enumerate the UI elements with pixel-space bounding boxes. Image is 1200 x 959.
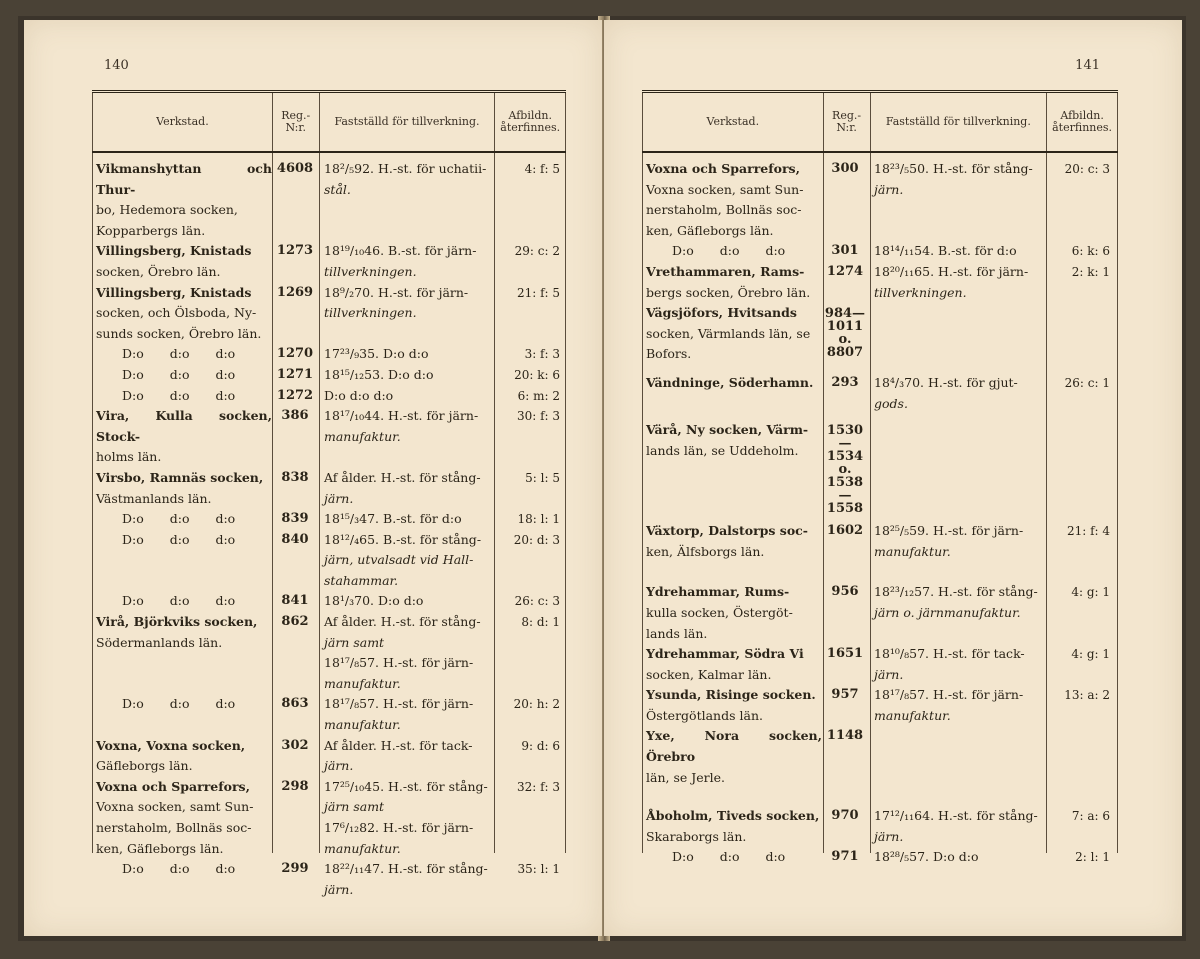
table-row bbox=[642, 262, 1118, 303]
faststalld-cell bbox=[868, 806, 1044, 847]
reg-number: 1274 bbox=[826, 263, 864, 279]
verkstad-cell bbox=[92, 386, 272, 407]
table-row bbox=[642, 159, 1118, 241]
left-page bbox=[24, 20, 602, 936]
verkstad-line: D:o d:o d:o bbox=[122, 531, 236, 547]
faststalld-line: Af ålder. H.-st. för stång- bbox=[324, 469, 481, 485]
verkstad-cell bbox=[92, 694, 272, 735]
faststalld-cell bbox=[318, 694, 494, 735]
header-faststalld: Fastställd för tillverkning. bbox=[870, 93, 1047, 151]
afbildn-ref: 2: l: 1 bbox=[1075, 850, 1110, 865]
reg-number: 862 bbox=[281, 614, 309, 630]
verkstad-cell bbox=[642, 726, 822, 788]
faststalld-cell bbox=[868, 726, 1044, 788]
reg-number: 971 bbox=[831, 849, 859, 865]
faststalld-line: manufaktur. bbox=[324, 840, 401, 856]
header-afbildn: Afbildn. återfinnes. bbox=[1046, 93, 1118, 151]
verkstad-line: lands län, se Uddeholm. bbox=[646, 442, 799, 458]
afbildn-ref: 9: d: 6 bbox=[521, 738, 560, 753]
verkstad-cell bbox=[642, 420, 822, 515]
verkstad-cell bbox=[642, 521, 822, 562]
reg-number: 863 bbox=[281, 696, 309, 712]
faststalld-line: 18⁴/₃70. H.-st. för gjut- bbox=[874, 374, 1018, 390]
table-row bbox=[92, 736, 566, 777]
reg-number: 984— 1011 o. 8807 bbox=[824, 306, 866, 361]
faststalld-line: 17⁶/₁₂82. H.-st. för järn- bbox=[324, 820, 474, 835]
table-header bbox=[642, 93, 1118, 153]
afbildn-ref: 32: f: 3 bbox=[516, 779, 560, 794]
table-body bbox=[92, 153, 566, 897]
verkstad-line: D:o d:o d:o bbox=[122, 366, 236, 382]
header-faststalld: Fastställd för tillverkning. bbox=[319, 93, 495, 151]
faststalld-line: 18²³/₁₂57. H.-st. för stång- bbox=[874, 584, 1038, 600]
faststalld-line: 17²³/₉35. D:o d:o bbox=[324, 346, 429, 362]
verkstad-cell bbox=[642, 847, 822, 868]
verkstad-line: län, se Jerle. bbox=[646, 769, 725, 785]
verkstad-line: bergs socken, Örebro län. bbox=[646, 284, 811, 300]
faststalld-line: manufaktur. bbox=[324, 675, 401, 691]
reg-number: 386 bbox=[281, 408, 309, 424]
faststalld-line: järn, utvalsadt vid Hall- bbox=[324, 552, 474, 568]
verkstad-line: ken, Älfsborgs län. bbox=[646, 543, 765, 559]
verkstad-line: Voxna socken, samt Sun- bbox=[646, 181, 804, 197]
reg-number: 298 bbox=[281, 778, 309, 794]
reg-number: 970 bbox=[831, 808, 859, 824]
table-header bbox=[92, 93, 566, 153]
afbildn-ref: 20: d: 3 bbox=[513, 532, 560, 547]
verkstad-line: D:o d:o d:o bbox=[122, 861, 236, 877]
faststalld-cell bbox=[318, 509, 494, 530]
faststalld-line: 18¹⁷/₈57. H.-st. för järn- bbox=[324, 655, 474, 671]
afbildn-ref: 6: m: 2 bbox=[517, 388, 560, 403]
verkstad-cell bbox=[92, 530, 272, 592]
faststalld-cell bbox=[868, 373, 1044, 414]
reg-number: 4608 bbox=[276, 161, 314, 176]
afbildn-ref: 20: k: 6 bbox=[514, 367, 560, 382]
verkstad-line: Växtorp, Dalstorps soc- bbox=[646, 523, 808, 539]
reg-number: 293 bbox=[831, 374, 859, 390]
header-reg: Reg.- N:r. bbox=[272, 93, 319, 151]
faststalld-line: 17²⁵/₁₀45. H.-st. för stång- bbox=[324, 778, 488, 794]
faststalld-line: 18¹⁷/₈57. H.-st. för järn- bbox=[324, 696, 474, 712]
verkstad-cell bbox=[642, 373, 822, 414]
right-page bbox=[604, 20, 1182, 936]
verkstad-cell bbox=[92, 777, 272, 859]
verkstad-line: Voxna, Voxna socken, bbox=[96, 737, 246, 753]
verkstad-cell bbox=[92, 241, 272, 282]
afbildn-ref: 21: f: 5 bbox=[516, 285, 560, 300]
faststalld-line: 18²⁸/₅57. D:o d:o bbox=[874, 849, 979, 865]
reg-number: 1148 bbox=[826, 728, 864, 744]
verkstad-line: nerstaholm, Bollnäs soc- bbox=[646, 202, 802, 218]
faststalld-cell bbox=[318, 283, 494, 345]
faststalld-cell bbox=[318, 159, 494, 241]
faststalld-cell bbox=[318, 777, 494, 859]
table-row bbox=[92, 694, 566, 735]
verkstad-cell bbox=[642, 241, 822, 262]
faststalld-line: 17¹²/₁₁64. H.-st. för stång- bbox=[874, 808, 1038, 824]
table-row bbox=[92, 406, 566, 468]
reg-number: 1273 bbox=[276, 243, 314, 259]
verkstad-cell bbox=[642, 644, 822, 685]
table-row bbox=[92, 591, 566, 612]
afbildn-ref bbox=[1044, 420, 1114, 515]
faststalld-cell bbox=[318, 406, 494, 468]
faststalld-line: tillverkningen. bbox=[324, 263, 417, 279]
reg-number: 302 bbox=[281, 737, 309, 753]
reg-number: 957 bbox=[831, 687, 859, 703]
table-row bbox=[642, 521, 1118, 562]
afbildn-ref: 18: l: 1 bbox=[517, 512, 560, 527]
verkstad-cell bbox=[92, 612, 272, 694]
faststalld-cell bbox=[868, 582, 1044, 644]
verkstad-line: socken, Örebro län. bbox=[96, 263, 221, 279]
verkstad-line: Yxe, Nora socken, Örebro bbox=[646, 728, 822, 765]
verkstad-line: Voxna socken, samt Sun- bbox=[96, 799, 254, 815]
faststalld-line: järn. bbox=[324, 490, 354, 506]
verkstad-cell bbox=[92, 344, 272, 365]
afbildn-ref: 4: g: 1 bbox=[1071, 585, 1110, 600]
faststalld-line: 18²⁰/₁₁65. H.-st. för järn- bbox=[874, 263, 1029, 279]
verkstad-cell bbox=[92, 509, 272, 530]
table-body bbox=[642, 153, 1118, 865]
faststalld-cell bbox=[868, 644, 1044, 685]
verkstad-line: socken, och Ölsboda, Ny- bbox=[96, 305, 257, 321]
table-row bbox=[92, 777, 566, 859]
faststalld-line: järn o. järnmanufaktur. bbox=[874, 604, 1021, 620]
table-row bbox=[92, 468, 566, 509]
faststalld-line: 18⁹/₂70. H.-st. för järn- bbox=[324, 284, 469, 300]
verkstad-cell bbox=[642, 303, 822, 365]
faststalld-line: 18¹⁴/₁₁54. B.-st. för d:o bbox=[874, 243, 1017, 259]
faststalld-line: 18¹⁹/₁₀46. B.-st. för järn- bbox=[324, 243, 477, 259]
reg-number: 1272 bbox=[276, 387, 314, 403]
verkstad-line: socken, Kalmar län. bbox=[646, 666, 772, 682]
faststalld-cell bbox=[318, 344, 494, 365]
table-row bbox=[92, 159, 566, 241]
verkstad-line: Vikmanshyttan och Thur- bbox=[96, 161, 272, 197]
verkstad-line: Bofors. bbox=[646, 346, 692, 362]
table-row bbox=[92, 365, 566, 386]
verkstad-line: kulla socken, Östergöt- bbox=[646, 604, 793, 620]
table-row bbox=[642, 847, 1118, 868]
verkstad-cell bbox=[92, 591, 272, 612]
verkstad-line: Voxna och Sparrefors, bbox=[96, 778, 250, 794]
faststalld-cell bbox=[318, 736, 494, 777]
faststalld-line: manufaktur. bbox=[874, 707, 951, 723]
faststalld-line: 18¹⁷/₈57. H.-st. för järn- bbox=[874, 687, 1024, 703]
afbildn-ref: 2: k: 1 bbox=[1071, 264, 1110, 279]
verkstad-line: socken, Värmlands län, se bbox=[646, 325, 811, 341]
faststalld-line: D:o d:o d:o bbox=[324, 387, 394, 403]
faststalld-cell bbox=[868, 159, 1044, 241]
table-row bbox=[92, 859, 566, 900]
verkstad-line: holms län. bbox=[96, 449, 162, 465]
afbildn-ref: 26: c: 3 bbox=[514, 594, 560, 609]
reg-number: 1651 bbox=[826, 646, 864, 662]
faststalld-line: stål. bbox=[324, 181, 351, 197]
faststalld-line: tillverkningen. bbox=[874, 284, 967, 300]
faststalld-line: gods. bbox=[874, 395, 908, 411]
register-table bbox=[642, 90, 1118, 865]
faststalld-line: järn. bbox=[324, 881, 354, 897]
verkstad-line: Vrethammaren, Rams- bbox=[646, 263, 805, 279]
verkstad-line: Östergötlands län. bbox=[646, 707, 763, 723]
verkstad-line: D:o d:o d:o bbox=[122, 696, 236, 712]
table-row bbox=[92, 530, 566, 592]
faststalld-cell bbox=[318, 386, 494, 407]
afbildn-ref: 30: f: 3 bbox=[516, 409, 560, 424]
faststalld-line: 18²⁵/₅59. H.-st. för järn- bbox=[874, 523, 1024, 539]
verkstad-cell bbox=[642, 262, 822, 303]
afbildn-ref: 4: f: 5 bbox=[524, 162, 560, 176]
table-row bbox=[642, 726, 1118, 788]
register-table bbox=[92, 90, 566, 897]
faststalld-line: järn samt bbox=[324, 799, 385, 815]
verkstad-line: ken, Gäfleborgs län. bbox=[646, 222, 774, 238]
verkstad-line: Gäfleborgs län. bbox=[96, 758, 193, 774]
table-row bbox=[642, 373, 1118, 414]
header-afbildn: Afbildn. återfinnes. bbox=[494, 93, 566, 151]
header-verkstad: Verkstad. bbox=[92, 93, 272, 151]
verkstad-line: Kopparbergs län. bbox=[96, 222, 206, 238]
faststalld-cell bbox=[318, 365, 494, 386]
verkstad-line: Skaraborgs län. bbox=[646, 828, 747, 844]
faststalld-line: 18¹/₃70. D:o d:o bbox=[324, 593, 424, 609]
faststalld-line: 18¹⁵/₃47. B.-st. för d:o bbox=[324, 511, 462, 527]
table-row bbox=[642, 806, 1118, 847]
verkstad-line: Virå, Björkviks socken, bbox=[96, 614, 258, 630]
table-row bbox=[92, 386, 566, 407]
reg-number: 956 bbox=[831, 584, 859, 600]
faststalld-line: 18²²/₁₁47. H.-st. för stång- bbox=[324, 861, 488, 877]
faststalld-line: manufaktur. bbox=[324, 428, 401, 444]
afbildn-ref: 13: a: 2 bbox=[1064, 688, 1110, 703]
faststalld-cell bbox=[868, 420, 1044, 515]
verkstad-line: Åboholm, Tiveds socken, bbox=[646, 808, 820, 824]
faststalld-line: Af ålder. H.-st. för stång- bbox=[324, 614, 481, 630]
faststalld-line: järn. bbox=[874, 666, 904, 682]
reg-number: 1602 bbox=[826, 523, 864, 539]
table-row bbox=[642, 420, 1118, 515]
afbildn-ref: 5: l: 5 bbox=[525, 470, 560, 485]
faststalld-cell bbox=[318, 530, 494, 592]
header-reg: Reg.- N:r. bbox=[823, 93, 870, 151]
verkstad-cell bbox=[92, 283, 272, 345]
faststalld-line: 18¹⁰/₈57. H.-st. för tack- bbox=[874, 646, 1025, 662]
verkstad-line: Vira, Kulla socken, Stock- bbox=[96, 408, 272, 444]
reg-number: 838 bbox=[281, 469, 309, 485]
faststalld-line: järn. bbox=[324, 758, 354, 774]
table-row bbox=[92, 241, 566, 282]
afbildn-ref: 7: a: 6 bbox=[1071, 809, 1110, 824]
afbildn-ref: 21: f: 4 bbox=[1066, 524, 1110, 539]
table-row bbox=[642, 644, 1118, 685]
faststalld-line: järn. bbox=[874, 181, 904, 197]
reg-number: 1270 bbox=[276, 346, 314, 362]
verkstad-line: lands län. bbox=[646, 625, 708, 641]
verkstad-line: Ydrehammar, Södra Vi bbox=[646, 646, 804, 662]
verkstad-cell bbox=[642, 685, 822, 726]
table-row bbox=[642, 241, 1118, 262]
table-row bbox=[642, 582, 1118, 644]
afbildn-ref: 6: k: 6 bbox=[1071, 244, 1110, 259]
table-row bbox=[92, 283, 566, 345]
reg-number: 840 bbox=[281, 531, 309, 547]
verkstad-cell bbox=[642, 806, 822, 847]
page-number: 141 bbox=[1075, 58, 1100, 73]
afbildn-ref: 8: d: 1 bbox=[521, 615, 560, 630]
afbildn-ref bbox=[1044, 303, 1114, 365]
faststalld-line: 18²/₅92. H.-st. för uchatii- bbox=[324, 161, 487, 176]
reg-number: 1269 bbox=[276, 284, 314, 300]
verkstad-line: D:o d:o d:o bbox=[672, 243, 786, 259]
faststalld-line: manufaktur. bbox=[324, 717, 401, 733]
verkstad-line: Ysunda, Risinge socken. bbox=[646, 687, 816, 703]
verkstad-line: Vändninge, Söderhamn. bbox=[646, 374, 814, 390]
verkstad-line: Södermanlands län. bbox=[96, 634, 223, 650]
verkstad-line: D:o d:o d:o bbox=[672, 849, 786, 865]
table-row bbox=[92, 509, 566, 530]
verkstad-line: Värå, Ny socken, Värm- bbox=[646, 422, 809, 438]
verkstad-cell bbox=[92, 736, 272, 777]
reg-number: 300 bbox=[831, 161, 859, 176]
faststalld-cell bbox=[868, 521, 1044, 562]
verkstad-line: D:o d:o d:o bbox=[122, 346, 236, 362]
afbildn-ref: 4: g: 1 bbox=[1071, 647, 1110, 662]
faststalld-cell bbox=[868, 262, 1044, 303]
faststalld-line: manufaktur. bbox=[874, 543, 951, 559]
faststalld-line: 18¹⁵/₁₂53. D:o d:o bbox=[324, 366, 434, 382]
header-verkstad: Verkstad. bbox=[642, 93, 823, 151]
verkstad-line: bo, Hedemora socken, bbox=[96, 202, 238, 218]
verkstad-cell bbox=[92, 859, 272, 900]
afbildn-ref bbox=[1044, 726, 1114, 788]
faststalld-line: 18²³/₅50. H.-st. för stång- bbox=[874, 161, 1033, 176]
table-row bbox=[642, 685, 1118, 726]
verkstad-cell bbox=[642, 582, 822, 644]
verkstad-cell bbox=[92, 468, 272, 509]
faststalld-line: 18¹⁷/₁₀44. H.-st. för järn- bbox=[324, 408, 479, 424]
afbildn-ref: 29: c: 2 bbox=[514, 244, 560, 259]
reg-number: 301 bbox=[831, 243, 859, 259]
reg-number: 1530— 1534 o. 1538— 1558 bbox=[826, 423, 864, 517]
afbildn-ref: 26: c: 1 bbox=[1064, 375, 1110, 390]
reg-number: 299 bbox=[281, 861, 309, 877]
afbildn-ref: 20: h: 2 bbox=[513, 697, 560, 712]
verkstad-line: Virsbo, Ramnäs socken, bbox=[96, 469, 264, 485]
verkstad-line: Villingsberg, Knistads bbox=[96, 243, 252, 259]
faststalld-cell bbox=[868, 847, 1044, 868]
faststalld-line: tillverkningen. bbox=[324, 305, 417, 321]
faststalld-line: stahammar. bbox=[324, 572, 399, 588]
afbildn-ref: 35: l: 1 bbox=[517, 862, 560, 877]
verkstad-line: sunds socken, Örebro län. bbox=[96, 325, 262, 341]
faststalld-line: Af ålder. H.-st. för tack- bbox=[324, 737, 473, 753]
faststalld-line: järn. bbox=[874, 828, 904, 844]
verkstad-line: D:o d:o d:o bbox=[122, 593, 236, 609]
faststalld-cell bbox=[318, 859, 494, 900]
book-spread bbox=[18, 16, 1186, 941]
page-number: 140 bbox=[104, 58, 129, 73]
verkstad-line: ken, Gäfleborgs län. bbox=[96, 840, 224, 856]
faststalld-line: 18¹²/₄65. B.-st. för stång- bbox=[324, 531, 482, 547]
table-row bbox=[642, 303, 1118, 365]
reg-number: 839 bbox=[281, 511, 309, 527]
afbildn-ref: 20: c: 3 bbox=[1064, 162, 1110, 176]
verkstad-line: D:o d:o d:o bbox=[122, 511, 236, 527]
faststalld-cell bbox=[868, 241, 1044, 262]
table-row bbox=[92, 612, 566, 694]
faststalld-cell bbox=[868, 303, 1044, 365]
verkstad-line: Ydrehammar, Rums- bbox=[646, 584, 790, 600]
reg-number: 1271 bbox=[276, 366, 314, 382]
reg-number: 841 bbox=[281, 593, 309, 609]
verkstad-line: D:o d:o d:o bbox=[122, 387, 236, 403]
faststalld-line: järn samt bbox=[324, 634, 385, 650]
verkstad-line: nerstaholm, Bollnäs soc- bbox=[96, 820, 252, 835]
verkstad-cell bbox=[92, 365, 272, 386]
faststalld-cell bbox=[868, 685, 1044, 726]
faststalld-cell bbox=[318, 612, 494, 694]
faststalld-cell bbox=[318, 468, 494, 509]
verkstad-cell bbox=[92, 159, 272, 241]
verkstad-line: Västmanlands län. bbox=[96, 490, 212, 506]
verkstad-cell bbox=[642, 159, 822, 241]
verkstad-line: Voxna och Sparrefors, bbox=[646, 161, 800, 176]
verkstad-line: Vägsjöfors, Hvitsands bbox=[646, 305, 797, 321]
verkstad-line: Villingsberg, Knistads bbox=[96, 284, 252, 300]
faststalld-cell bbox=[318, 241, 494, 282]
verkstad-cell bbox=[92, 406, 272, 468]
afbildn-ref: 3: f: 3 bbox=[524, 347, 560, 362]
table-row bbox=[92, 344, 566, 365]
faststalld-cell bbox=[318, 591, 494, 612]
